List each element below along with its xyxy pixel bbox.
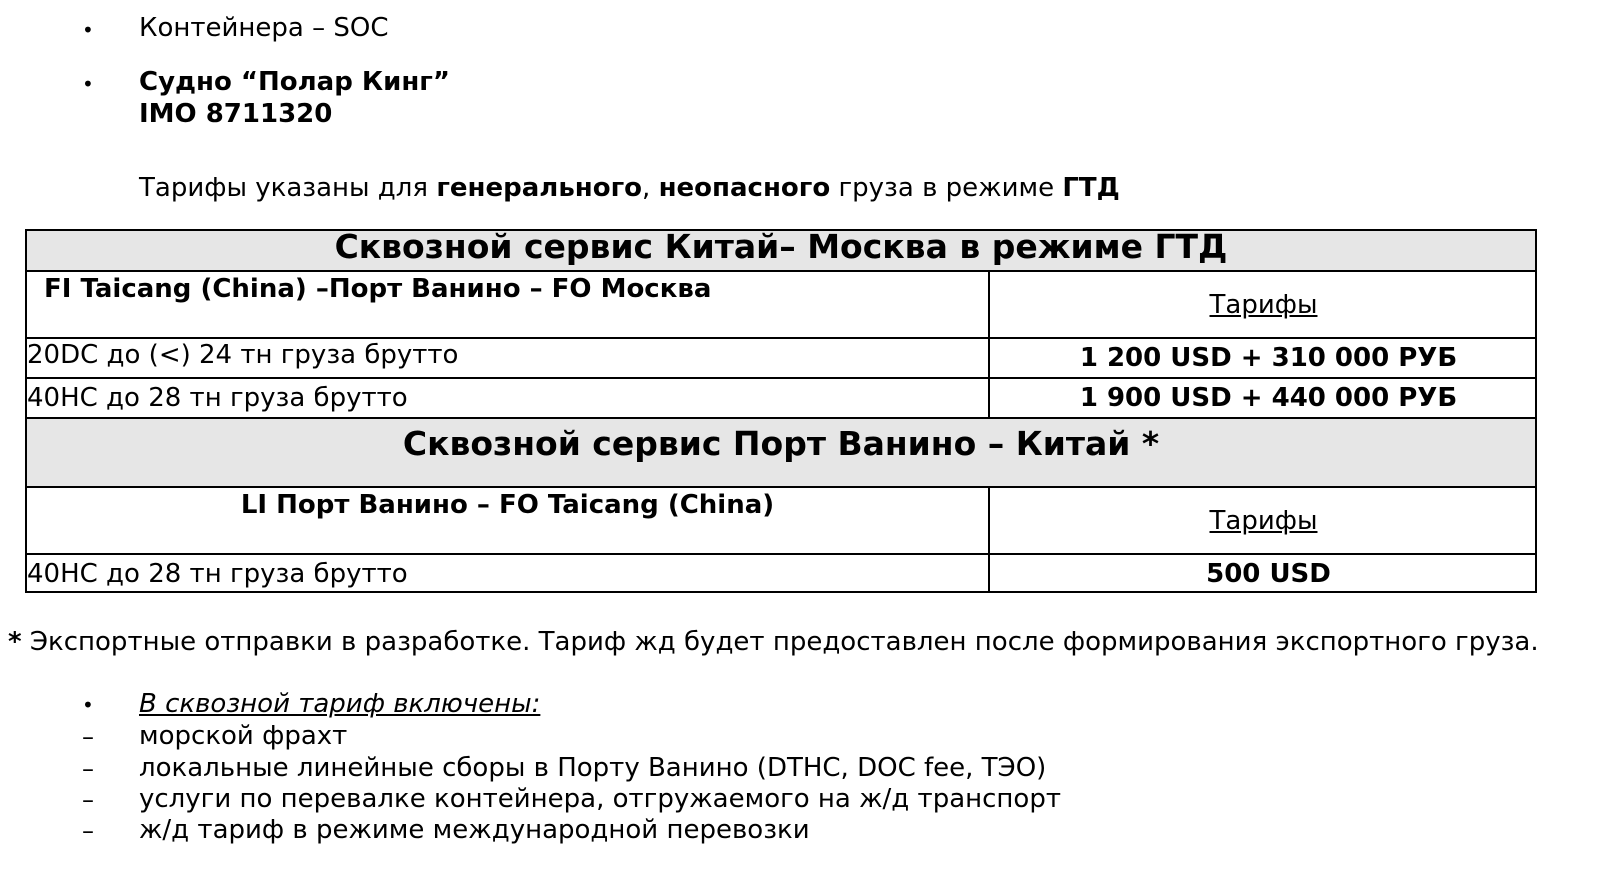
table-row-value: 1 200 USD + 310 000 РУБ xyxy=(1079,343,1458,373)
containers-soc-text: Контейнера – SOC xyxy=(139,13,389,43)
dash-marker: – xyxy=(82,817,94,845)
dash-marker: – xyxy=(82,755,94,783)
section2-tariffs-label: Тарифы xyxy=(1209,506,1318,536)
section1-header xyxy=(27,227,1535,270)
included-item: услуги по перевалке контейнера, отгружаемого на ж/д транспорт xyxy=(139,784,1061,814)
included-item: ж/д тариф в режиме международной перевозки xyxy=(139,815,810,845)
tariff-note-part: груза в режиме xyxy=(830,173,1063,203)
table-row-value: 1 900 USD + 440 000 РУБ xyxy=(1079,383,1458,413)
section2-title: Сквозной сервис Порт Ванино – Китай * xyxy=(402,424,1160,463)
table-row-value: 500 USD xyxy=(1206,559,1331,589)
vessel-imo: IMO 8711320 xyxy=(139,99,333,129)
tariff-note-part: , xyxy=(642,173,659,203)
dash-marker: – xyxy=(82,786,94,814)
included-heading: В сквозной тариф включены: xyxy=(139,689,541,719)
table-row-label: 40HC до 28 тн груза брутто xyxy=(27,559,408,589)
footnote-star: * xyxy=(8,627,22,657)
tariff-note-bold: неопасного xyxy=(658,173,831,203)
tariff-note xyxy=(139,172,1120,204)
tariff-note-part: Тарифы указаны для xyxy=(139,173,437,203)
included-item: локальные линейные сборы в Порту Ванино (DTHC, DOC fee, ТЭО) xyxy=(139,753,1047,783)
bullet-marker: • xyxy=(82,693,94,717)
section1-tariffs-label: Тарифы xyxy=(1209,290,1318,320)
section1-route: FI Taicang (China) –Порт Ванино – FO Москва xyxy=(44,274,712,304)
bullet-marker: • xyxy=(82,18,94,42)
bullet-marker: • xyxy=(82,72,94,96)
section1-title: Сквозной сервис Китай– Москва в режиме ГТД xyxy=(334,227,1228,266)
section2-route: LI Порт Ванино – FO Taicang (China) xyxy=(240,490,775,520)
table-row-label: 40HC до 28 тн груза брутто xyxy=(27,383,408,413)
dash-marker: – xyxy=(82,723,94,751)
footnote xyxy=(8,626,1539,658)
footnote-text: Экспортные отправки в разработке. Тариф жд будет предоставлен после формирования экспортного груза. xyxy=(21,627,1539,657)
tariff-note-bold: ГТД xyxy=(1062,173,1120,203)
tariff-table xyxy=(25,229,1537,593)
section2-header xyxy=(27,419,1535,486)
included-item: морской фрахт xyxy=(139,721,348,751)
table-row-label: 20DC до (<) 24 тн груза брутто xyxy=(27,340,459,370)
tariff-note-bold: генерального xyxy=(436,173,643,203)
vessel-name: Судно “Полар Кинг” xyxy=(139,67,450,97)
